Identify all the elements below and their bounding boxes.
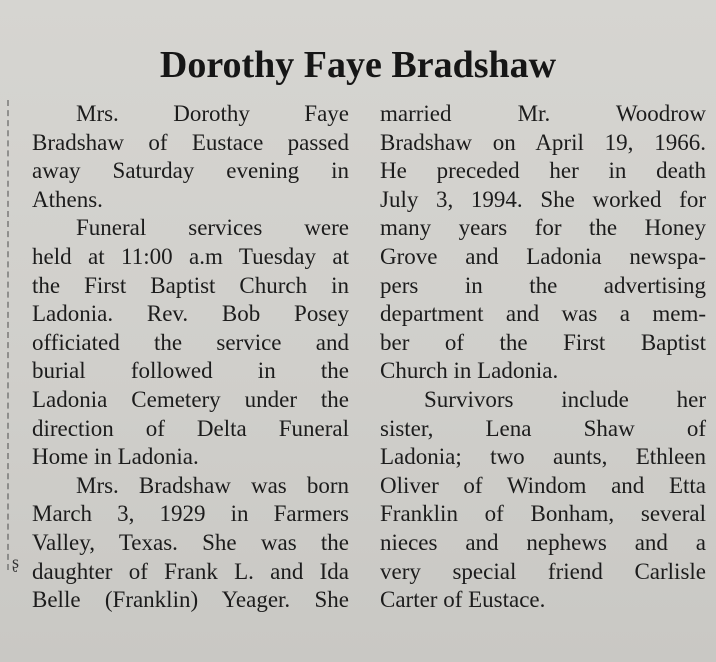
text-line: Mrs. Bradshaw was born	[76, 472, 349, 498]
text-line: Home in Ladonia.	[32, 444, 199, 470]
text-line: sister, Lena Shaw of	[380, 415, 706, 441]
text-line: Ladonia. Rev. Bob Posey	[32, 301, 349, 327]
text-line: Mrs. Dorothy Faye	[76, 101, 349, 126]
text-line: very special friend Carlisle	[380, 558, 706, 584]
left-column	[32, 100, 349, 615]
paragraph-marriage	[380, 100, 706, 386]
text-line: nieces and nephews and a	[380, 529, 706, 555]
text-line: Survivors include her	[424, 386, 706, 412]
text-line: married Mr. Woodrow	[380, 101, 706, 126]
text-line: Belle (Franklin) Yeager. She	[32, 587, 349, 613]
text-line: many years for the Honey	[380, 215, 706, 241]
text-line: March 3, 1929 in Farmers	[32, 501, 349, 527]
text-line: Valley, Texas. She was the	[32, 529, 349, 555]
text-line: Ladonia; two aunts, Ethleen	[380, 444, 706, 470]
text-line: the First Baptist Church in	[32, 272, 349, 298]
text-line: Church in Ladonia.	[380, 358, 559, 384]
paragraph-funeral	[32, 214, 349, 471]
text-line: Bradshaw of Eustace passed	[32, 129, 349, 155]
text-line: Franklin of Bonham, several	[380, 501, 706, 527]
text-line: He preceded her in death	[380, 158, 706, 184]
text-line: Funeral services were	[76, 215, 349, 241]
paragraph-survivors	[380, 386, 706, 615]
obituary-title: Dorothy Faye Bradshaw	[159, 44, 557, 86]
clipping-edge	[7, 100, 9, 570]
paragraph-birth	[32, 472, 349, 615]
text-line: Carter of Eustace.	[380, 587, 546, 613]
text-line: direction of Delta Funeral	[32, 415, 349, 441]
text-line: burial followed in the	[32, 358, 349, 384]
right-column	[380, 100, 706, 615]
text-line: Grove and Ladonia newspa-	[380, 243, 706, 269]
paragraph-intro	[32, 100, 349, 214]
text-line: July 3, 1994. She worked for	[380, 186, 706, 212]
text-line: officiated the service and	[32, 329, 349, 355]
margin-mark: ʂ	[12, 552, 20, 572]
text-line: daughter of Frank L. and Ida	[32, 558, 349, 584]
text-line: Athens.	[32, 186, 103, 212]
text-line: pers in the advertising	[380, 272, 706, 298]
text-line: held at 11:00 a.m Tuesday at	[32, 243, 349, 269]
text-line: away Saturday evening in	[32, 158, 349, 184]
text-line: Bradshaw on April 19, 1966.	[380, 129, 706, 155]
text-line: ber of the First Baptist	[380, 329, 706, 355]
text-line: Ladonia Cemetery under the	[32, 386, 349, 412]
text-line: department and was a mem-	[380, 301, 706, 327]
text-line: Oliver of Windom and Etta	[380, 472, 706, 498]
